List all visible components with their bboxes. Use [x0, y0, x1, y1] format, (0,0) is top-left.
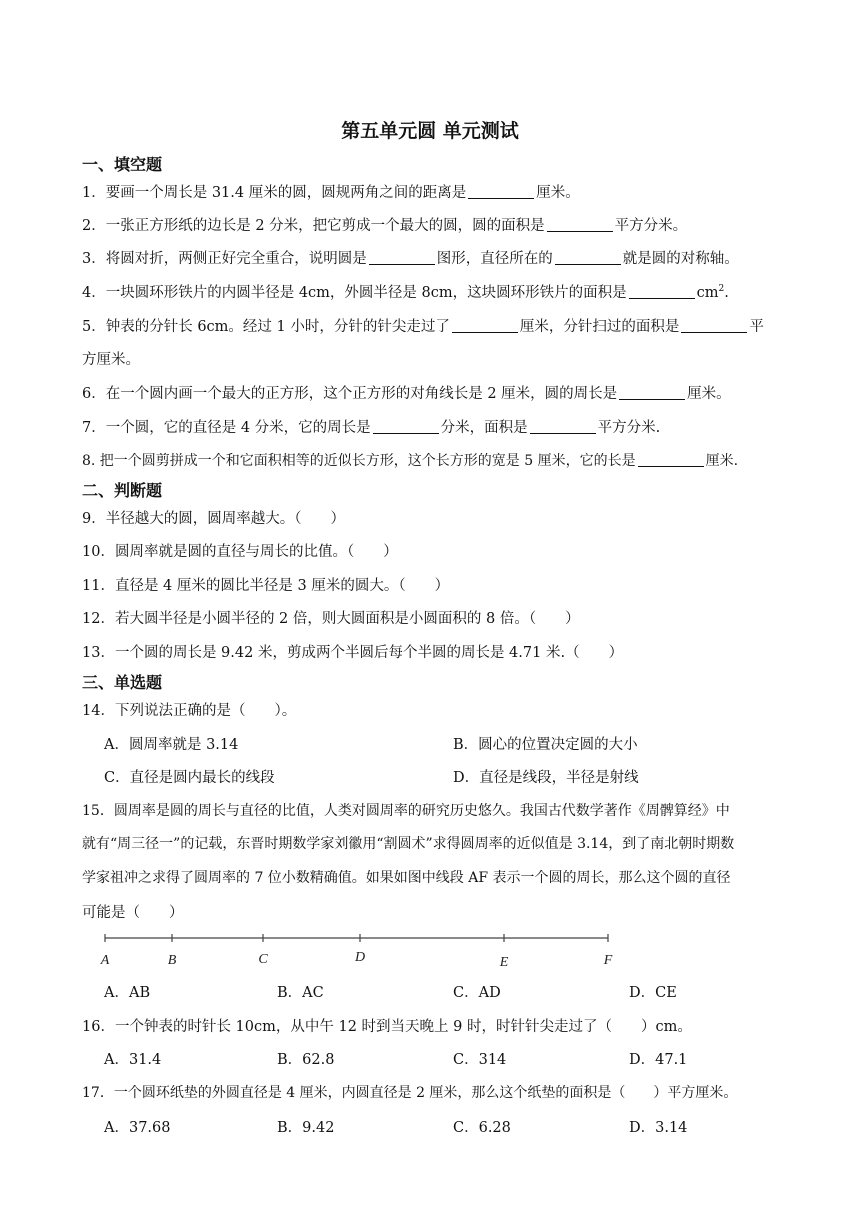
- question-text: 厘米。: [536, 185, 580, 201]
- question-text: 4．一块圆环形铁片的内圆半径是 4cm，外圆半径是 8cm，这块圆环形铁片的面积是: [82, 285, 627, 301]
- question-text: 7．一个圆，它的直径是 4 分米，它的周长是: [82, 420, 371, 436]
- option-15-d[interactable]: D．CE: [629, 985, 677, 1001]
- question-7: [82, 416, 660, 437]
- answer-blank[interactable]: [681, 318, 747, 333]
- option-17-c[interactable]: C．6.28: [453, 1120, 511, 1136]
- question-text: 8. 把一个圆剪拼成一个和它面积相等的近似长方形，这个长方形的宽是 5 厘米，它的长是: [82, 453, 636, 469]
- unit-text: cm: [696, 285, 719, 301]
- answer-blank[interactable]: [638, 452, 704, 467]
- question-5: [82, 315, 764, 336]
- point-label-b: B: [167, 953, 177, 968]
- question-17: 17．一个圆环纸垫的外圆直径是 4 厘米，内圆直径是 2 厘米，那么这个纸垫的面积是（ ）平方厘米。: [82, 1085, 738, 1101]
- answer-blank[interactable]: [619, 385, 685, 400]
- question-15-line-3: 学家祖冲之求得了圆周率的 7 位小数精确值。如果如图中线段 AF 表示一个圆的周长，那么这个圆的直径: [82, 870, 731, 886]
- answer-blank[interactable]: [468, 184, 534, 199]
- answer-blank[interactable]: [369, 250, 435, 265]
- option-15-a[interactable]: A．AB: [104, 985, 151, 1001]
- question-text: 1．要画一个周长是 31.4 厘米的圆，圆规两角之间的距离是: [82, 185, 467, 201]
- option-15-b[interactable]: B．AC: [277, 985, 324, 1001]
- question-text: 平: [749, 319, 764, 335]
- point-label-d: D: [354, 950, 366, 965]
- answer-blank[interactable]: [555, 250, 621, 265]
- question-1: [82, 181, 580, 202]
- question-5-continued: 方厘米。: [82, 352, 140, 368]
- question-text: 分米，面积是: [440, 420, 528, 436]
- question-text: 就是圆的对称轴。: [622, 251, 739, 267]
- question-text: .: [724, 285, 729, 301]
- point-label-f: F: [603, 953, 613, 968]
- question-13: 13．一个圆的周长是 9.42 米，剪成两个半圆后每个半圆的周长是 4.71 米.（ ）: [82, 645, 624, 661]
- answer-blank[interactable]: [547, 217, 613, 232]
- option-14-a[interactable]: A．圆周率就是 3.14: [104, 737, 239, 753]
- question-16: 16．一个钟表的时针长 10cm，从中午 12 时到当天晚上 9 时，时针针尖走过了（ ）cm。: [82, 1019, 692, 1035]
- question-text: 6．在一个圆内画一个最大的正方形，这个正方形的对角线长是 2 厘米，圆的周长是: [82, 386, 618, 402]
- option-16-d[interactable]: D．47.1: [629, 1052, 688, 1068]
- point-label-a: A: [100, 953, 110, 968]
- question-4: [82, 281, 729, 302]
- question-14: 14．下列说法正确的是（ ）。: [82, 703, 297, 719]
- question-12: 12．若大圆半径是小圆半径的 2 倍，则大圆面积是小圆面积的 8 倍。（ ）: [82, 611, 580, 627]
- question-15-line-4: 可能是（ ）: [82, 905, 184, 921]
- segment-af-figure: [98, 928, 628, 970]
- question-text: 厘米.: [705, 453, 739, 469]
- question-15-line-1: 15．圆周率是圆的周长与直径的比值，人类对圆周率的研究历史悠久。我国古代数学著作《周髀算经》中: [82, 803, 730, 819]
- question-text: 2．一张正方形纸的边长是 2 分米，把它剪成一个最大的圆，圆的面积是: [82, 218, 545, 234]
- question-8: [82, 450, 738, 470]
- option-16-c[interactable]: C．314: [453, 1052, 507, 1068]
- question-text: 厘米，分针扫过的面积是: [519, 319, 680, 335]
- answer-blank[interactable]: [452, 318, 518, 333]
- question-9: 9．半径越大的圆，圆周率越大。（ ）: [82, 511, 345, 527]
- answer-blank[interactable]: [629, 284, 695, 299]
- unit-exponent: 2: [718, 284, 725, 295]
- option-17-b[interactable]: B．9.42: [277, 1120, 335, 1136]
- point-label-c: C: [258, 952, 268, 967]
- question-3: [82, 247, 739, 268]
- question-11: 11．直径是 4 厘米的圆比半径是 3 厘米的圆大。（ ）: [82, 578, 450, 594]
- question-2: [82, 214, 687, 235]
- page-title: 第五单元圆 单元测试: [341, 120, 519, 142]
- option-16-a[interactable]: A．31.4: [104, 1052, 162, 1068]
- question-text: 3．将圆对折，两侧正好完全重合，说明圆是: [82, 251, 367, 267]
- question-15-line-2: 就有“周三径一”的记载，东晋时期数学家刘徽用“割圆术”求得圆周率的近似值是 3.14，到了南北朝时期数: [82, 836, 735, 852]
- question-text: 图形，直径所在的: [436, 251, 553, 267]
- option-14-d[interactable]: D．直径是线段，半径是射线: [453, 770, 639, 786]
- option-14-c[interactable]: C．直径是圆内最长的线段: [104, 770, 275, 786]
- section-heading-choice: 三、单选题: [82, 673, 163, 692]
- section-heading-judge: 二、判断题: [82, 481, 163, 500]
- point-label-e: E: [499, 955, 509, 970]
- option-14-b[interactable]: B．圆心的位置决定圆的大小: [453, 737, 638, 753]
- option-15-c[interactable]: C．AD: [453, 985, 501, 1001]
- option-16-b[interactable]: B．62.8: [277, 1052, 335, 1068]
- section-heading-fill: 一、填空题: [82, 155, 163, 174]
- option-17-d[interactable]: D．3.14: [629, 1120, 688, 1136]
- option-17-a[interactable]: A．37.68: [104, 1120, 171, 1136]
- question-text: 厘米。: [687, 386, 731, 402]
- question-text: 平方分米。: [614, 218, 688, 234]
- question-text: 5．钟表的分针长 6cm。经过 1 小时，分针的针尖走过了: [82, 319, 450, 335]
- answer-blank[interactable]: [373, 419, 439, 434]
- question-10: 10．圆周率就是圆的直径与周长的比值。（ ）: [82, 544, 398, 560]
- answer-blank[interactable]: [530, 419, 596, 434]
- question-text: 平方分米.: [597, 420, 661, 436]
- question-6: [82, 382, 731, 403]
